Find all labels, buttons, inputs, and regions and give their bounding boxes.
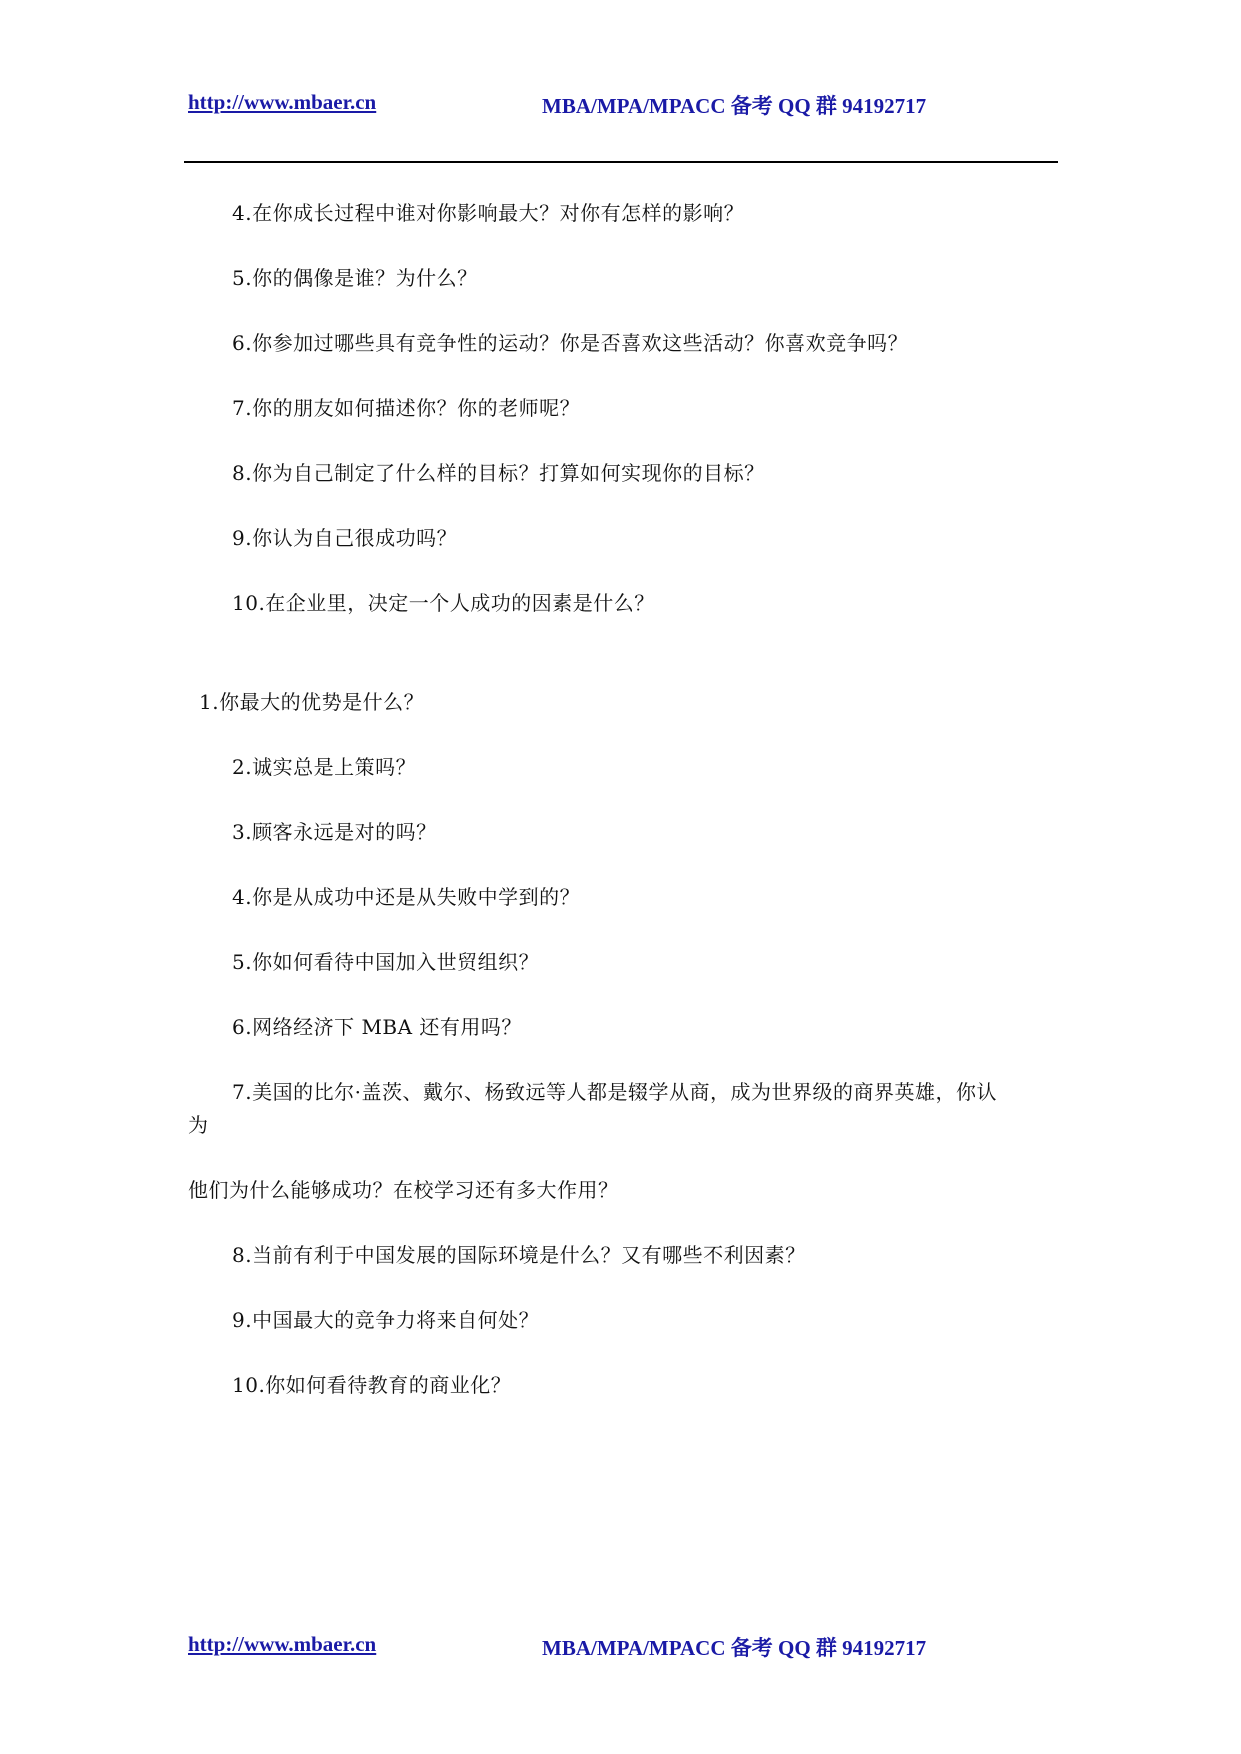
header-site-link[interactable]: http://www.mbaer.cn: [188, 90, 377, 114]
question-item: 5.你如何看待中国加入世贸组织？: [232, 950, 540, 974]
question-item: 6.你参加过哪些具有竞争性的运动？你是否喜欢这些活动？你喜欢竞争吗？: [232, 331, 909, 355]
question-item: 9.你认为自己很成功吗？: [232, 526, 458, 550]
question-continuation: 为: [188, 1113, 209, 1137]
question-item: 4.在你成长过程中谁对你影响最大？对你有怎样的影响？: [232, 201, 745, 225]
question-continuation: 他们为什么能够成功？在校学习还有多大作用？: [188, 1178, 619, 1202]
page-header: [188, 90, 1058, 120]
question-item: 10.你如何看待教育的商业化？: [232, 1373, 512, 1397]
header-divider: [184, 161, 1058, 163]
question-item: 9.中国最大的竞争力将来自何处？: [232, 1308, 540, 1332]
question-item: 3.顾客永远是对的吗？: [232, 820, 437, 844]
question-item: 4.你是从成功中还是从失败中学到的？: [232, 885, 581, 909]
question-item: 8.你为自己制定了什么样的目标？打算如何实现你的目标？: [232, 461, 765, 485]
question-item: 8.当前有利于中国发展的国际环境是什么？又有哪些不利因素？: [232, 1243, 806, 1267]
question-item: 7.美国的比尔·盖茨、戴尔、杨致远等人都是辍学从商，成为世界级的商界英雄，你认: [232, 1080, 997, 1104]
question-item: 6.网络经济下 MBA 还有用吗？: [232, 1015, 522, 1039]
header-qq-group: MBA/MPA/MPACC 备考 QQ 群 94192717: [542, 94, 927, 118]
question-item: 7.你的朋友如何描述你？你的老师呢？: [232, 396, 581, 420]
question-item: 1.你最大的优势是什么？: [199, 690, 425, 714]
footer-site-link[interactable]: http://www.mbaer.cn: [188, 1632, 377, 1656]
footer-qq-group: MBA/MPA/MPACC 备考 QQ 群 94192717: [542, 1636, 927, 1660]
question-item: 5.你的偶像是谁？为什么？: [232, 266, 478, 290]
page-footer: [188, 1632, 1058, 1662]
question-item: 2.诚实总是上策吗？: [232, 755, 417, 779]
question-item: 10.在企业里，决定一个人成功的因素是什么？: [232, 591, 655, 615]
